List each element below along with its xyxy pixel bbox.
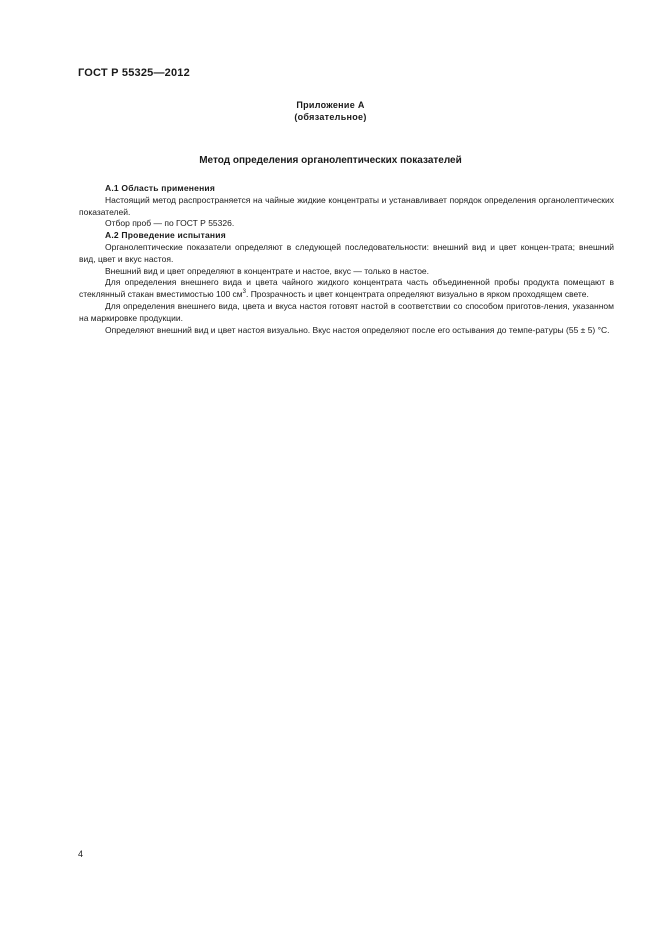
document-code: ГОСТ Р 55325—2012 <box>78 67 190 79</box>
appendix-status: (обязательное) <box>294 111 367 122</box>
paragraph: Внешний вид и цвет определяют в концентрате и настое, вкус — только в настое. <box>105 265 430 276</box>
method-title: Метод определения органолептических показателей <box>199 155 462 166</box>
paragraph: Определяют внешний вид и цвет настоя визуально. Вкус настоя определяют после его остывания до темпе-ратуры (55 ± 5) °С. <box>105 324 610 335</box>
section-procedure <box>79 230 614 336</box>
superscript: 3 <box>242 289 246 296</box>
section-heading: А.1 Область применения <box>105 183 215 193</box>
paragraph <box>79 277 614 301</box>
appendix-title: Приложение А <box>296 100 365 110</box>
paragraph: Органолептические показатели определяют в следующей последовательности: внешний вид и цвет концен-трата; внешний вид, цвет и вкус настоя. <box>79 241 614 264</box>
section-heading: А.2 Проведение испытания <box>105 230 226 241</box>
paragraph: Настоящий метод распространяется на чайные жидкие концентраты и устанавливает порядок определения органолептических показателей. <box>79 194 614 217</box>
appendix-header <box>0 100 661 123</box>
section-scope <box>79 183 614 230</box>
paragraph-text: . Прозрачность и цвет концентрата определяют визуально в ярком проходящем свете. <box>245 289 589 300</box>
page-number: 4 <box>78 849 84 859</box>
paragraph: Отбор проб — по ГОСТ Р 55326. <box>105 218 235 229</box>
paragraph-text: Для определения внешнего вида и цвета чайного жидкого концентрата часть объединенной пробы продукта помещают в стеклянный стакан вместимостью 100 см <box>79 277 614 300</box>
document-body <box>79 183 614 336</box>
paragraph: Для определения внешнего вида, цвета и вкуса настоя готовят настой в соответствии со способом приготов-ления, указанном на маркировке продукции. <box>79 300 614 323</box>
